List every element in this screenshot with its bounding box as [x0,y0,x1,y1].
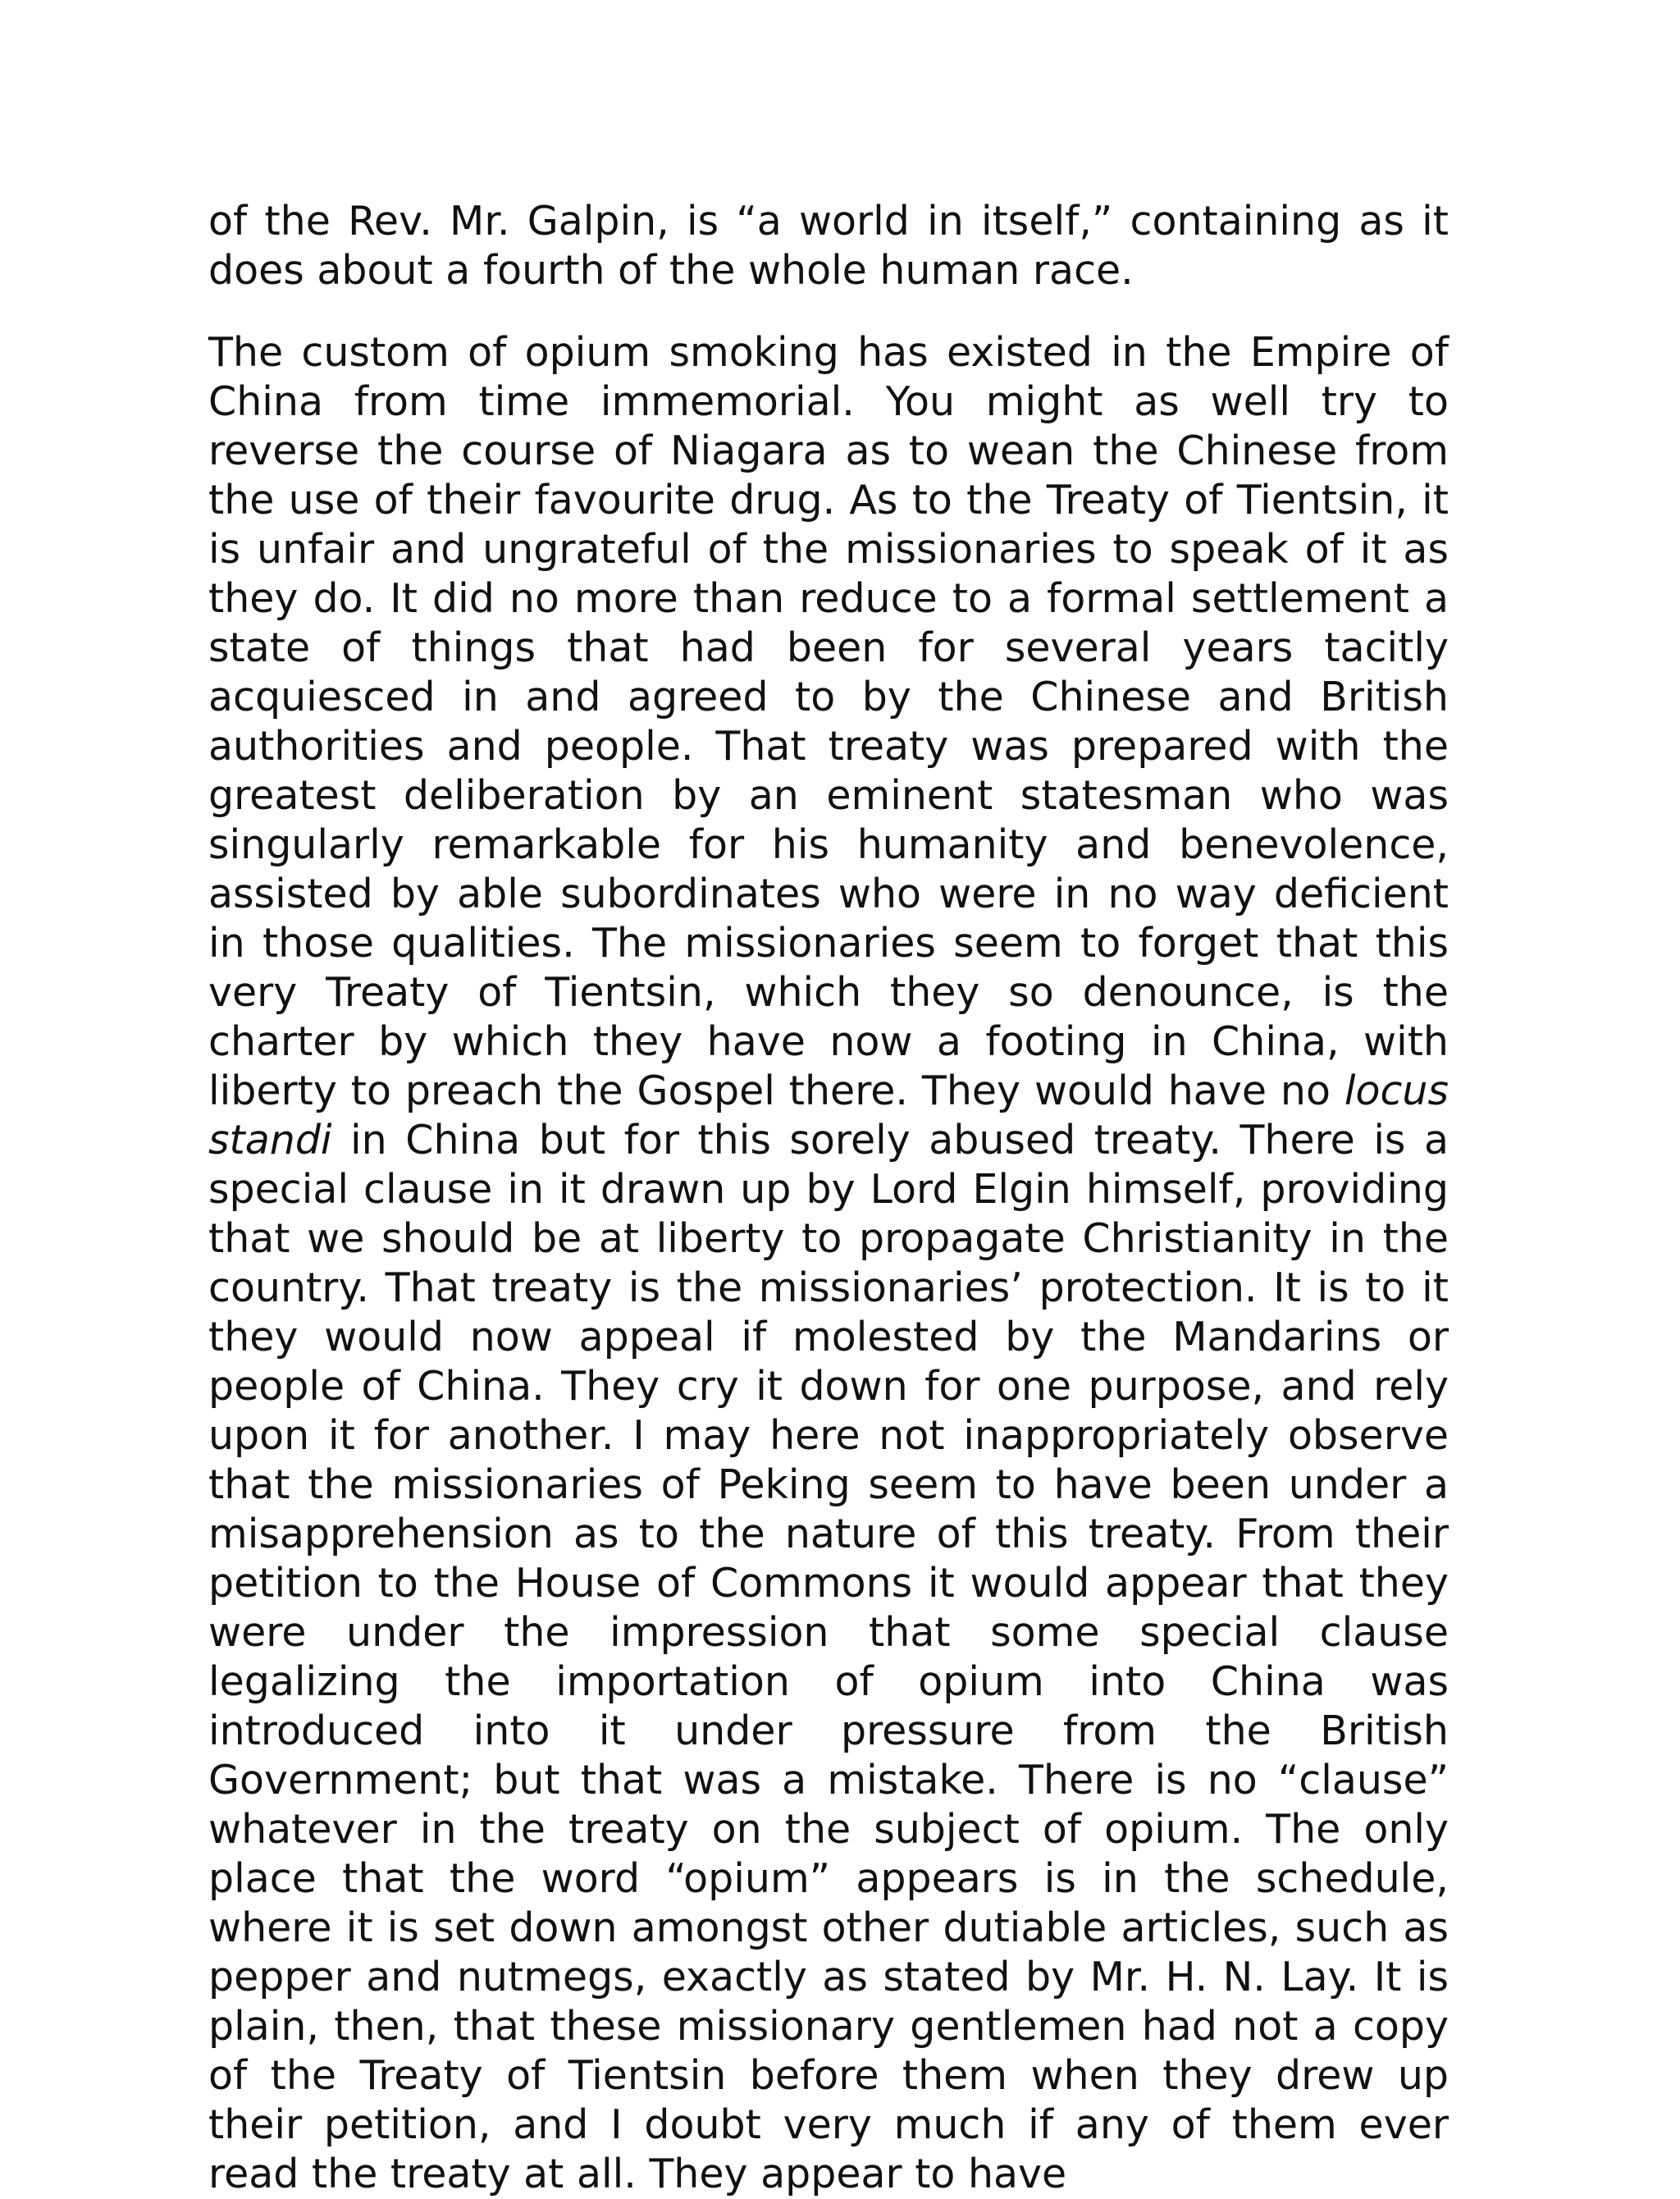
paragraph-2-text-after-italic: in China but for this sorely abused treaty. There is a special clause in it drawn up by Lord Elgin himself, providing that we should be at liberty to propagate Christianity in the country. That treaty is the missionaries’ protection. It is to it they would now appeal if molested by the Mandarins or people of China. They cry it down for one purpose, and rely upon it for another. I may here not inappropriately observe that the missionaries of Peking seem to have been under a misapprehension as to the nature of this treaty. From their petition to the House of Commons it would appear that they were under the impression that some special clause legalizing the importation of opium into China was introduced into it under pressure from the British Government; but that was a mistake. There is no “clause” whatever in the treaty on the subject of opium. The only place that the word “opium” appears is in the schedule, where it is set down amongst other dutiable articles, such as pepper and nutmegs, exactly as stated by Mr. H. N. Lay. It is plain, then, that these missionary gentlemen had not a copy of the Treaty of Tientsin before them when they drew up their petition, and I doubt very much if any of them ever read the treaty at all. They appear to have [208,1117,1449,2197]
paragraph-2-text-before-italic: The custom of opium smoking has existed in the Empire of China from time immemorial. You might as well try to reverse the course of Niagara as to wean the Chinese from the use of their favourite drug. As to the Treaty of Tientsin, it is unfair and ungrateful of the missionaries to speak of it as they do. It did no more than reduce to a formal settlement a state of things that had been for several years tacitly acquiesced in and agreed to by the Chinese and British authorities and people. That treaty was prepared with the greatest deliberation by an eminent statesman who was singularly remarkable for his humanity and benevolence, assisted by able subordinates who were in no way deficient in those qualities. The missionaries seem to forget that this very Treaty of Tientsin, which they so denounce, is the charter by which they have now a footing in China, with liberty to preach the Gospel there. They would have no [208,329,1449,1114]
paragraph-2-italic-phrase: locus standi [208,1067,1449,1164]
paragraph-1-text: of the Rev. Mr. Galpin, is “a world in itself,” containing as it does about a fourth of the whole human race. [208,198,1449,294]
paragraph-2 [208,328,1449,2199]
paragraph-1 [208,197,1449,295]
document-page [208,197,1449,2197]
